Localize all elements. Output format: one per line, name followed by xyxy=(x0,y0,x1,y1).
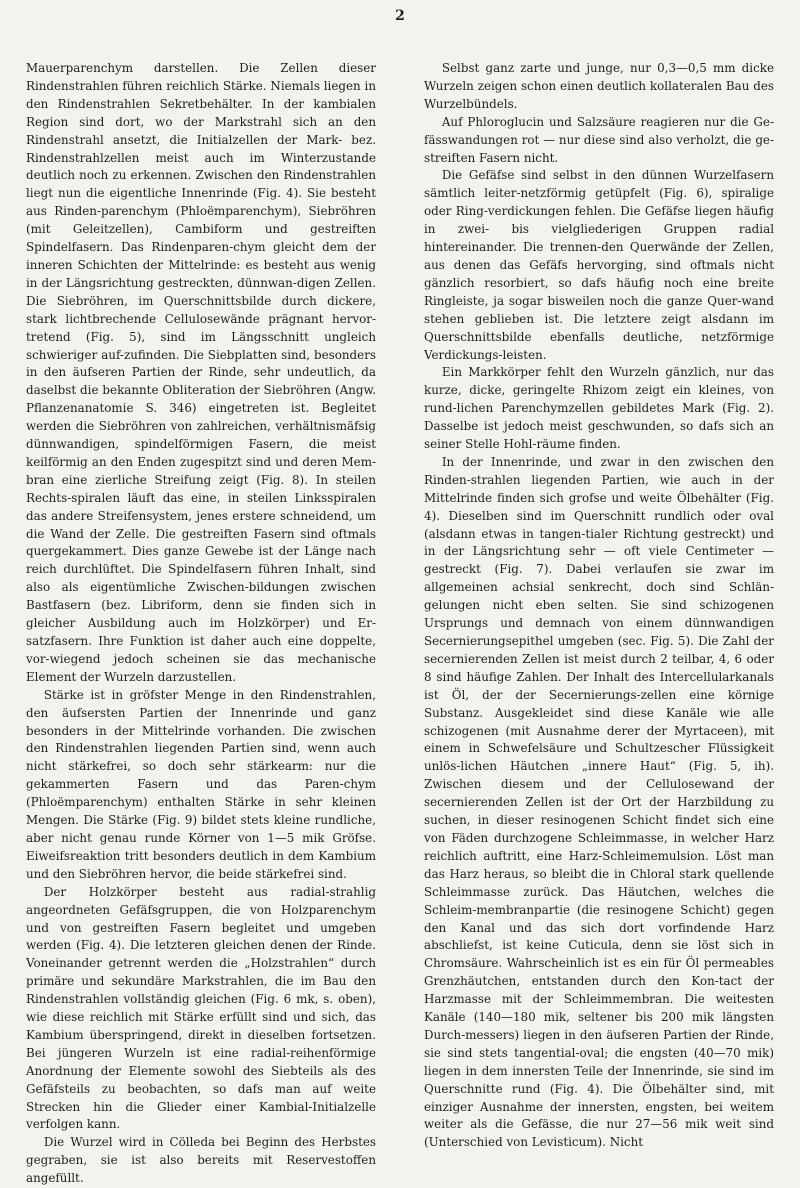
paragraph: Der Holzkörper besteht aus radial-strahlig angeordneten Gefäfsgruppen, die von Holzparenchym und von gestreiften Fasern begleitet und umgeben werden (Fig. 4). Die letzteren gleichen denen der Rinde. Voneinander getrennt werden die „Holzstrahlen“ durch primäre und sekundäre Markstrahlen, die im Bau den Rindenstrahlen vollständig gleichen (Fig. 6 mk, s. oben), wie diese reichlich mit Stärke erfüllt sind und sich, das Kambium überspringend, direkt in dieselben fortsetzen. Bei jüngeren Wurzeln ist eine radial-reihenförmige Anordnung der Elemente sowohl des Siebteils als des Gefäfsteils zu beobachten, so dafs man auf weite Strecken hin die Glieder einer Kambial-Initialzelle verfolgen kann. xyxy=(26,884,376,1132)
paragraph: Auf Phloroglucin und Salzsäure reagieren nur die Ge-fässwandungen rot — nur diese sind also verholzt, die ge-streiften Fasern nicht. xyxy=(424,114,774,165)
paragraph: Stärke ist in gröfster Menge in den Rindenstrahlen, den äufsersten Partien der Innenrinde und ganz besonders in der Mittelrinde vorhanden. Die zwischen den Rindenstrahlen liegenden Partien sind, wenn auch nicht stärkefrei, so doch sehr stärkearm: nur die gekammerten Fasern und das Paren-chym (Phloëmparenchym) enthalten Stärke in sehr kleinen Mengen. Die Stärke (Fig. 9) bildet stets kleine rundliche, aber nicht genau runde Körner von 1—5 mik Gröfse. Eiweifsreaktion tritt besonders deutlich in dem Kambium und den Siebröhren hervor, die beide stärkefrei sind. xyxy=(26,687,376,881)
left-column xyxy=(26,60,376,1188)
paragraph: Die Wurzel wird in Cölleda bei Beginn des Herbstes gegraben, sie ist also bereits mit Reservestoffen angefüllt. xyxy=(26,1135,376,1186)
paragraph: Die Gefäfse sind selbst in den dünnen Wurzelfasern sämtlich leiter-netzförmig getüpfelt (Fig. 6), spiralige oder Ring-verdickungen fehlen. Die Gefäfse liegen häufig in zwei- bis vielgliederigen Gruppen radial hintereinander. Die trennen-den Querwände der Zellen, aus denen das Gefäfs hervorging, sind oftmals nicht gänzlich resorbiert, so dafs häufig noch eine breite Ringleiste, ja sogar bisweilen noch die ganze Quer-wand stehen geblieben ist. Die letztere zeigt alsdann im Querschnittsbilde ebenfalls deutliche, netzförmige Verdickungs-leisten. xyxy=(424,168,774,362)
page-number: 2 xyxy=(395,8,405,24)
paragraph: Ein Markkörper fehlt den Wurzeln gänzlich, nur das kurze, dicke, geringelte Rhizom zeigt ein kleines, von rund-lichen Parenchymzellen gebildetes Mark (Fig. 2). Dasselbe ist jedoch meist geschwunden, so dafs sich an seiner Stelle Hohl-räume finden. xyxy=(424,365,774,452)
right-column xyxy=(424,60,774,1152)
paragraph: Mauerparenchym darstellen. Die Zellen dieser Rindenstrahlen führen reichlich Stärke. Niemals liegen in den Rindenstrahlen Sekretbehälter. In der kambialen Region sind dort, wo der Markstrahl sich an den Rindenstrahl ansetzt, die Initialzellen der Mark- bez. Rindenstrahlzellen meist auch im Winterzustande deutlich noch zu erkennen. Zwischen den Rindenstrahlen liegt nun die eigentliche Innenrinde (Fig. 4). Sie besteht aus Rinden-parenchym (Phloëmparenchym), Siebröhren (mit Geleitzellen), Cambiform und gestreiften Spindelfasern. Das Rindenparen-chym gleicht dem der inneren Schichten der Mittelrinde: es besteht aus wenig in der Längsrichtung gestreckten, dünnwan-digen Zellen. Die Siebröhren, im Querschnittsbilde durch dickere, stark lichtbrechende Cellulosewände prägnant hervor-tretend (Fig. 5), sind im Längsschnitt ungleich schwieriger auf-zufinden. Die Siebplatten sind, besonders in den äufseren Partien der Rinde, sehr undeutlich, da daselbst die bekannte Obliteration der Siebröhren (Angw. Pflanzenanatomie S. 346) eingetreten ist. Begleitet werden die Siebröhren von zahlreichen, verhältnismäfsig dünnwandigen, spindelförmigen Fasern, die meist keilförmig an den Enden zugespitzt sind und deren Mem-bran eine zierliche Streifung zeigt (Fig. 8). In steilen Rechts-spiralen läuft das eine, in steilen Linksspiralen das andere Streifensystem, jenes erstere schneidend, um die Wand der Zelle. Die gestreiften Fasern sind oftmals quergekammert. Dies ganze Gewebe ist der Länge nach reich durchlüftet. Die Spindelfasern führen Inhalt, sind also als eigentümliche Zwischen-bildungen zwischen Bastfasern (bez. Libriform, denn sie finden sich in gleicher Ausbildung auch im Holzkörper) und Er-satzfasern. Ihre Funktion ist daher auch eine doppelte, vor-wiegend jedoch scheinen sie das mechanische Element der Wurzeln darzustellen. xyxy=(26,61,376,684)
paragraph: Selbst ganz zarte und junge, nur 0,3—0,5 mm dicke Wurzeln zeigen schon einen deutlich kollateralen Bau des Wurzelbündels. xyxy=(424,61,774,111)
paragraph: In der Innenrinde, und zwar in den zwischen den Rinden-strahlen liegenden Partien, wie auch in der Mittelrinde finden sich grofse und weite Ölbehälter (Fig. 4). Dieselben sind im Querschnitt rundlich oder oval (alsdann etwas in tangen-tialer Richtung gestreckt) und in der Längsrichtung sehr — oft viele Centimeter — gestreckt (Fig. 7). Dabei verlaufen sie zwar im allgemeinen achsial senkrecht, doch sind Schlän-gelungen nicht eben selten. Sie sind schizogenen Ursprungs und demnach von einem dünnwandigen Secernierungsepithel umgeben (sec. Fig. 5). Die Zahl der secernierenden Zellen ist meist durch 2 teilbar, 4, 6 oder 8 sind häufige Zahlen. Der Inhalt des Intercellularkanals ist Öl, der der Secernierungs-zellen eine körnige Substanz. Ausgekleidet sind diese Kanäle wie alle schizogenen (mit Ausnahme derer der Myrtaceen), mit einem in Schwefelsäure und Schultzescher Flüssigkeit unlös-lichen Häutchen „innere Haut“ (Fig. 5, ih). Zwischen diesem und der Cellulosewand der secernierenden Zellen ist der Ort der Harzbildung zu suchen, in dieser resinogenen Schicht findet sich eine von Fäden durchzogene Schleimmasse, in welcher Harz reichlich auftritt, eine Harz-Schleimemulsion. Löst man das Harz heraus, so bleibt die in Chloral stark quellende Schleimmasse zurück. Das Häutchen, welches die Schleim-membranpartie (die resinogene Schicht) gegen den Kanal und das sich dort vorfindende Harz abschliefst, ist keine Cuticula, denn sie löst sich in Chromsäure. Wahrscheinlich ist es ein für Öl permeables Grenzhäutchen, entstanden durch den Kon-tact der Harzmasse mit der Schleimmembran. Die weitesten Kanäle (140—180 mik, seltener bis 200 mik längsten Durch-messers) liegen in den äufseren Partien der Rinde, sie sind stets tangential-oval; die engsten (40—70 mik) liegen in dem innersten Teile der Innenrinde, sie sind im Querschnitte rund (Fig. 4). Die Ölbehälter sind, mit einziger Ausnahme der innersten, engsten, bei weitem weiter als die Gefässe, die nur 27—56 mik weit sind (Unterschied von Levisticum). Nicht xyxy=(424,454,774,1150)
